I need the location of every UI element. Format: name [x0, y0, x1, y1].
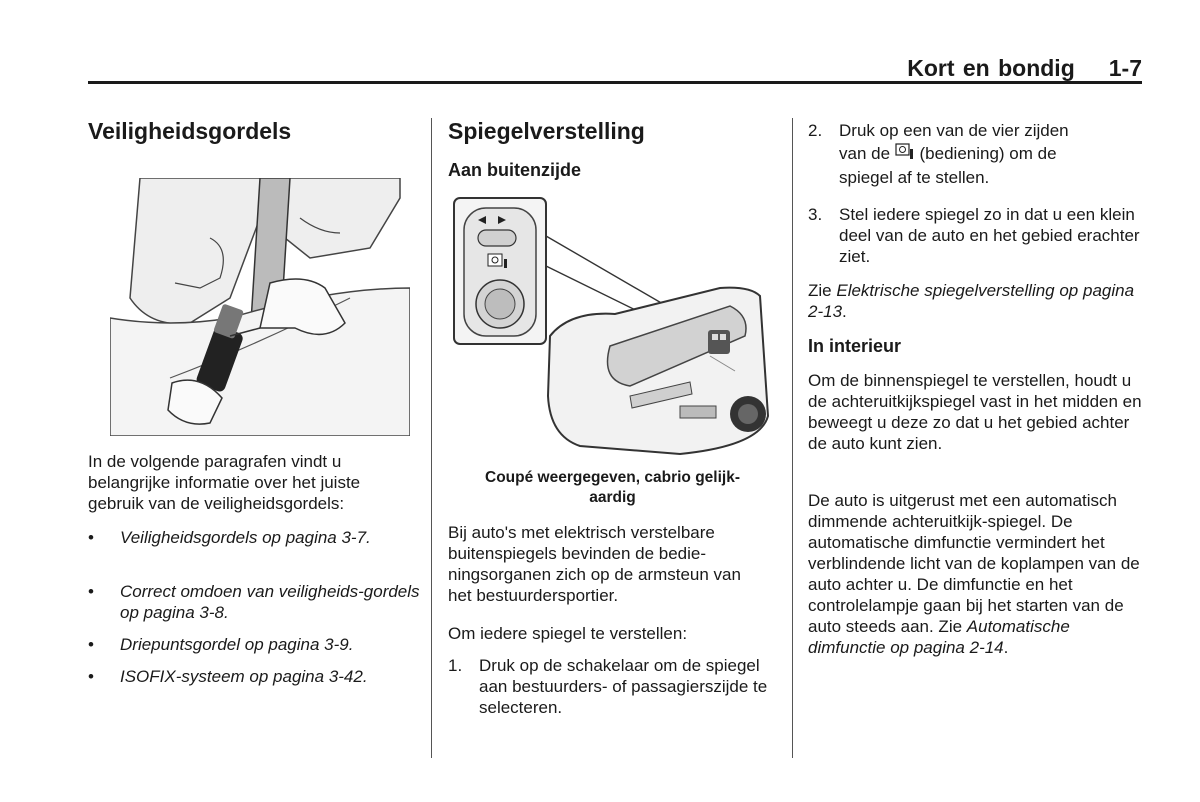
page-number: 1-7	[1108, 55, 1142, 81]
mirror-adjust-icon	[895, 143, 915, 160]
caption-line: Coupé weergegeven, cabrio gelijk-	[485, 469, 740, 486]
step-item	[808, 204, 1149, 267]
step-number: 2.	[808, 121, 823, 140]
ref-link: Elektrische spiegelverstelling op pagina 2-13	[808, 281, 1135, 321]
ref-link: Automatische dimfunctie op pagina 2-14	[808, 617, 1070, 657]
ref-text: Zie	[808, 281, 832, 300]
step-text: Druk op een van de vier zijden	[839, 121, 1069, 140]
subheading-buitenzijde: Aan buitenzijde	[448, 160, 582, 180]
column-divider-2	[792, 118, 793, 758]
column-divider-1	[431, 118, 432, 758]
list-item: • Veiligheidsgordels op pagina 3-7.	[120, 527, 420, 548]
intro-paragraph: In de volgende paragrafen vindt u belangrijke informatie over het juiste gebruik van de veiligheidsgordels:	[88, 452, 361, 513]
step-text: Druk op de schakelaar om de spiegel aan bestuurders- of passagierszijde te selecteren.	[479, 656, 768, 717]
mirror-control-illustration	[450, 196, 780, 458]
mirror-steps-intro: Om iedere spiegel te verstellen:	[448, 624, 688, 643]
heading-veiligheidsgordels: Veiligheidsgordels	[88, 118, 292, 144]
list-item: • Driepuntsgordel op pagina 3-9.	[120, 634, 420, 655]
seatbelt-illustration	[110, 178, 410, 436]
step-text: van de	[839, 144, 891, 163]
list-item: • ISOFIX-systeem op pagina 3-42.	[120, 666, 420, 687]
step-text: Stel iedere spiegel zo in dat u een klein deel van de auto en het gebied erachter ziet.	[839, 205, 1140, 266]
paragraph-text: De auto is uitgerust met een automatisch dimmende achteruitkijk-spiegel. De automatische dimfunctie vermindert het verblindende licht van de koplampen van de auto achter u. De dimfunctie en het controlelampje gaan bij het starten van de auto steeds aan. Zie	[808, 491, 1140, 636]
caption-line: aardig	[589, 489, 636, 506]
paragraph-text: .	[1003, 638, 1009, 657]
running-header	[860, 55, 1142, 82]
figure-caption	[440, 468, 785, 508]
step-number: 3.	[808, 205, 823, 224]
step-text: (bediening) om de	[919, 144, 1057, 163]
list-item: • Correct omdoen van veiligheids-gordels op pagina 3-8.	[120, 581, 420, 623]
step-text: spiegel af te stellen.	[839, 168, 990, 187]
step-item	[808, 120, 1159, 188]
heading-spiegelverstelling: Spiegelverstelling	[448, 118, 645, 144]
ref-text: .	[842, 302, 847, 321]
step-number: 1.	[448, 656, 463, 675]
cross-reference	[808, 280, 1143, 322]
subheading-interieur: In interieur	[808, 336, 902, 356]
step-item	[448, 655, 779, 718]
interior-mirror-paragraph: Om de binnenspiegel te verstellen, houdt u de achteruitkijkspiegel vast in het midden en beweegt u deze zo dat u het gebied achter de auto kunt zien.	[808, 371, 1142, 453]
section-title: Kort en bondig	[907, 55, 1075, 81]
dimming-mirror-paragraph	[808, 490, 1143, 658]
seatbelt-buckle-icon	[110, 178, 410, 436]
mirror-paragraph: Bij auto's met elektrisch verstelbare buitenspiegels bevinden de bedie-ningsorganen zich op de armsteun van het bestuurdersportier.	[448, 523, 741, 605]
header-rule	[88, 81, 1142, 84]
